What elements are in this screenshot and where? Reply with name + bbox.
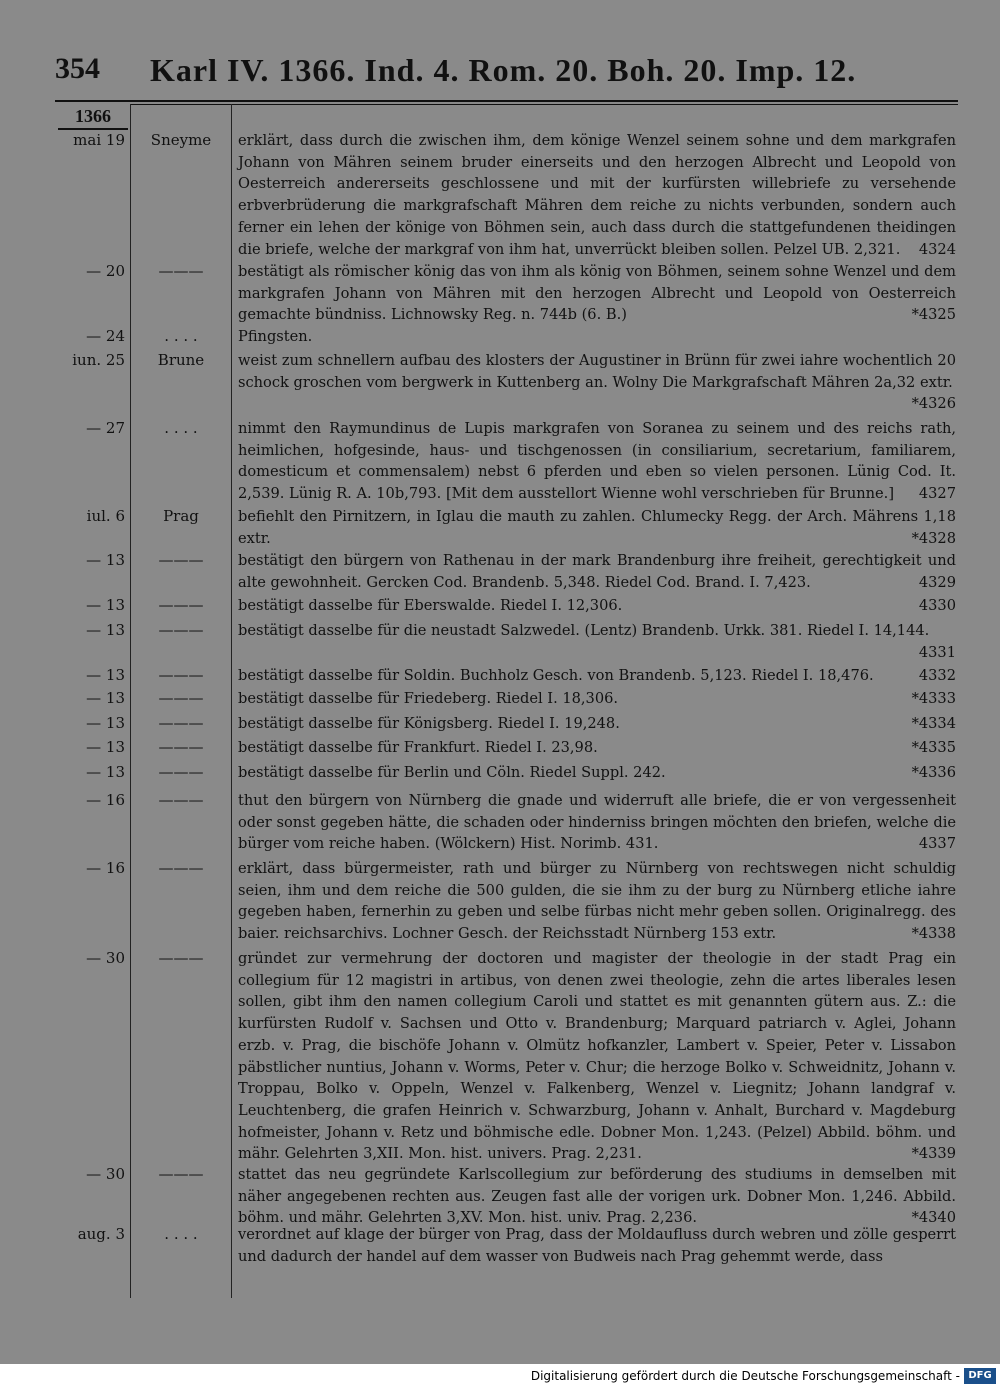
entry-date: — 13 <box>86 551 125 569</box>
header-rule-thin <box>130 104 958 105</box>
entry-number: *4326 <box>911 395 956 413</box>
entry-body: befiehlt den Pirnitzern, in Iglau die mauth zu zahlen. Chlumecky Regg. der Arch. Mährens 1,18 extr. <box>238 508 956 547</box>
entry-place: ——— <box>158 949 204 967</box>
entry-body: bestätigt dasselbe für Eberswalde. Riedel I. 12,306. <box>238 597 623 614</box>
running-title: Karl IV. 1366. Ind. 4. Rom. 20. Boh. 20. Imp. 12. <box>150 52 857 88</box>
entry-place: . . . . <box>164 419 198 437</box>
year-label: 1366 <box>58 104 128 130</box>
entry-number: *4325 <box>911 306 956 324</box>
page-number: 354 <box>55 52 100 85</box>
entry-place: . . . . <box>164 1225 198 1243</box>
entry-place: ——— <box>158 689 204 707</box>
entry-date: — 16 <box>86 859 125 877</box>
entry-text <box>238 130 956 260</box>
entry-number: 4332 <box>918 667 956 684</box>
dfg-logo: DFG <box>964 1368 996 1384</box>
entry-text <box>238 688 956 710</box>
entry-date: — 13 <box>86 738 125 756</box>
entry-body: Pfingsten. <box>238 328 313 345</box>
entry-date: — 30 <box>86 1165 125 1183</box>
entry-body: bestätigt dasselbe für Friedeberg. Riedel I. 18,306. <box>238 690 619 707</box>
entry-text <box>238 595 956 617</box>
entry-body: bestätigt den bürgern von Rathenau in der mark Brandenburg ihre freiheit, gerechtigkeit und alte gewohnheit. Gercken Cod. Brandenb. 5,348. Riedel Cod. Brand. I. 7,423. <box>238 552 956 591</box>
entry-text <box>238 326 956 348</box>
entry-number: 4329 <box>918 573 956 591</box>
page-header <box>55 52 955 92</box>
footer-bar <box>0 1364 1000 1390</box>
entry-body: erklärt, dass durch die zwischen ihm, dem könige Wenzel seinem sohne und dem markgrafen Johann von Mähren seinem bruder einerseits und den herzogen Albrecht und Leopold von Oesterreich andererseits geschlossene und mit der kurfürsten willebriefe zu versehende erbverbrüderung die markgrafschaft Mähren dem reiche zu nichts verbunden, sondern auch ferner ein lehen der könige von Böhmen sein, auch dass durch die stattgefundenen theidingen die briefe, welche der markgraf von ihm hat, unverrückt bleiben sollen. Pelzel UB. 2,321. <box>238 132 956 258</box>
entry-text <box>238 665 956 687</box>
entry-body: gründet zur vermehrung der doctoren und magister der theologie in der stadt Prag ein collegium für 12 magistri in artibus, von denen zwei theologie, zehn die artes liberales lesen sollen, gibt ihm den namen collegium Caroli und stattet es mit genannten gütern aus. Z.: die kurfürsten Rudolf v. Sachsen und Otto v. Brandenburg; Marquard patriarch v. Aglei, Johann erzb. v. Prag, die bischöfe Johann v. Olmütz hofkanzler, Lambert v. Speier, Peter v. Lissabon päbstlicher nuntius, Johann v. Worms, Peter v. Chur; die herzoge Bolko v. Schweidnitz, Johann v. Troppau, Bolko v. Oppeln, Wenzel v. Falkenberg, Wenzel v. Liegnitz; Johann landgraf v. Leuchtenberg, die grafen Heinrich v. Schwarzburg, Johann v. Anhalt, Burchard v. Magdeburg hofmeister, Johann v. Retz und böhmische edle. Dobner Mon. 1,243. (Pelzel) Abbild. böhm. und mähr. Gelehrten 3,XII. Mon. hist. univers. Prag. 2,231. <box>238 950 956 1163</box>
entry-text <box>238 1164 956 1229</box>
entry-place: ——— <box>158 262 204 280</box>
entry-body: bestätigt dasselbe für Königsberg. Riedel I. 19,248. <box>238 715 620 732</box>
entry-text <box>238 620 956 663</box>
entry-body: bestätigt dasselbe für die neustadt Salzwedel. (Lentz) Brandenb. Urkk. 381. Riedel I. 14,144. <box>238 622 930 639</box>
entry-date: iul. 6 <box>86 507 125 525</box>
entry-date: iun. 25 <box>72 351 125 369</box>
entry-text <box>238 261 956 326</box>
entry-text <box>238 506 956 549</box>
entry-number: *4334 <box>911 715 956 732</box>
entry-number: *4333 <box>911 690 956 707</box>
entry-number: *4336 <box>911 764 956 781</box>
entry-text <box>238 737 956 759</box>
entry-number: 4331 <box>918 643 956 661</box>
entry-number: *4335 <box>911 739 956 756</box>
entry-place: ——— <box>158 621 204 639</box>
footer-credit: Digitalisierung gefördert durch die Deutsche Forschungsgemeinschaft - <box>530 1369 960 1383</box>
entry-date: — 24 <box>86 327 125 345</box>
entry-date: aug. 3 <box>77 1225 125 1243</box>
entry-place: Prag <box>163 507 199 525</box>
entry-number: 4327 <box>918 485 956 503</box>
entry-body: verordnet auf klage der bürger von Prag, dass der Moldaufluss durch webren und zölle gesperrt und dadurch der handel auf dem wasser von Budweis nach Prag gehemmt werde, dass <box>238 1226 956 1265</box>
entry-body: bestätigt dasselbe für Berlin und Cöln. Riedel Suppl. 242. <box>238 764 666 781</box>
entry-number: *4328 <box>911 529 956 547</box>
entry-date: — 16 <box>86 791 125 809</box>
entry-date: — 13 <box>86 714 125 732</box>
entry-text <box>238 790 956 855</box>
entry-date: — 20 <box>86 262 125 280</box>
entry-body: weist zum schnellern aufbau des klosters der Augustiner in Brünn für zwei iahre wochentlich 20 schock groschen vom bergwerk in Kuttenberg an. Wolny Die Markgrafschaft Mähren 2a,32 extr. <box>238 352 956 391</box>
column-divider-place <box>231 104 232 1298</box>
entry-number: *4340 <box>911 1209 956 1227</box>
entry-text <box>238 713 956 735</box>
entry-date: — 13 <box>86 763 125 781</box>
entry-date: — 13 <box>86 666 125 684</box>
entry-number: *4339 <box>911 1145 956 1163</box>
entry-date: — 13 <box>86 596 125 614</box>
entry-body: erklärt, dass bürgermeister, rath und bürger zu Nürnberg von rechtswegen nicht schuldig seien, ihm und dem reiche die 500 gulden, die sie ihm zu der burg zu Nürnberg etliche iahre gegeben haben, fernerhin zu geben und selbe fürbas nicht mehr geben sollen. Originalregg. des baier. reichsarchivs. Lochner Gesch. der Reichsstadt Nürnberg 153 extr. <box>238 860 956 943</box>
entry-place: . . . . <box>164 327 198 345</box>
entry-text <box>238 762 956 784</box>
entry-text <box>238 550 956 593</box>
entry-place: ——— <box>158 714 204 732</box>
entry-body: stattet das neu gegründete Karlscollegium zur beförderung des studiums in demselben mit näher angegebenen rechten aus. Zeugen fast alle der vorigen urk. Dobner Mon. 1,246. Abbild. böhm. und mähr. Gelehrten 3,XV. Mon. hist. univ. Prag. 2,236. <box>238 1166 956 1227</box>
entry-place: ——— <box>158 791 204 809</box>
entry-date: — 13 <box>86 689 125 707</box>
entry-place: Sneyme <box>150 131 212 149</box>
entry-text <box>238 350 956 415</box>
entry-place: ——— <box>158 763 204 781</box>
entry-place: Brune <box>157 351 205 369</box>
entry-number: 4324 <box>918 240 956 258</box>
entry-place: ——— <box>158 551 204 569</box>
entry-body: bestätigt als römischer könig das von ihm als könig von Böhmen, seinem sohne Wenzel und dem markgrafen Johann von Mähren mit den herzogen Albrecht und Leopold von Oesterreich gemachte bündniss. Lichnowsky Reg. n. 744b (6. B.) <box>238 263 956 324</box>
entry-date: — 13 <box>86 621 125 639</box>
entry-number: 4330 <box>918 597 956 614</box>
header-rule <box>55 100 958 102</box>
entry-text <box>238 858 956 945</box>
entry-body: bestätigt dasselbe für Frankfurt. Riedel I. 23,98. <box>238 739 598 756</box>
entry-date: — 30 <box>86 949 125 967</box>
entry-date: mai 19 <box>73 131 125 149</box>
entry-body: nimmt den Raymundinus de Lupis markgrafen von Soranea zu seinem und des reichs rath, heimlichen, hofgesinde, haus- und tischgenossen (in consiliarium, secretarium, familiarem, domesticum et commensalem) nebst 6 pferden und eben so vielen personen. Lünig Cod. It. 2,539. Lünig R. A. 10b,793. [Mit dem ausstellort Wienne wohl verschrieben für Brunne.] <box>238 420 956 503</box>
entry-place: ——— <box>158 1165 204 1183</box>
entry-body: thut den bürgern von Nürnberg die gnade und widerruft alle briefe, die er von vergessenheit oder sonst gegeben hätte, die schaden oder hinderniss bringen möchten den briefen, welche die bürger vom reiche haben. (Wölckern) Hist. Norimb. 431. <box>238 792 956 853</box>
entry-place: ——— <box>158 738 204 756</box>
entry-text <box>238 1224 956 1267</box>
entry-place: ——— <box>158 666 204 684</box>
entry-place: ——— <box>158 859 204 877</box>
entry-text <box>238 948 956 1165</box>
entry-date: — 27 <box>86 419 125 437</box>
entry-place: ——— <box>158 596 204 614</box>
entry-number: 4337 <box>918 835 956 853</box>
entry-number: *4338 <box>911 925 956 943</box>
column-divider-date <box>130 104 131 1298</box>
entry-text <box>238 418 956 505</box>
entry-body: bestätigt dasselbe für Soldin. Buchholz Gesch. von Brandenb. 5,123. Riedel I. 18,476. <box>238 667 874 684</box>
